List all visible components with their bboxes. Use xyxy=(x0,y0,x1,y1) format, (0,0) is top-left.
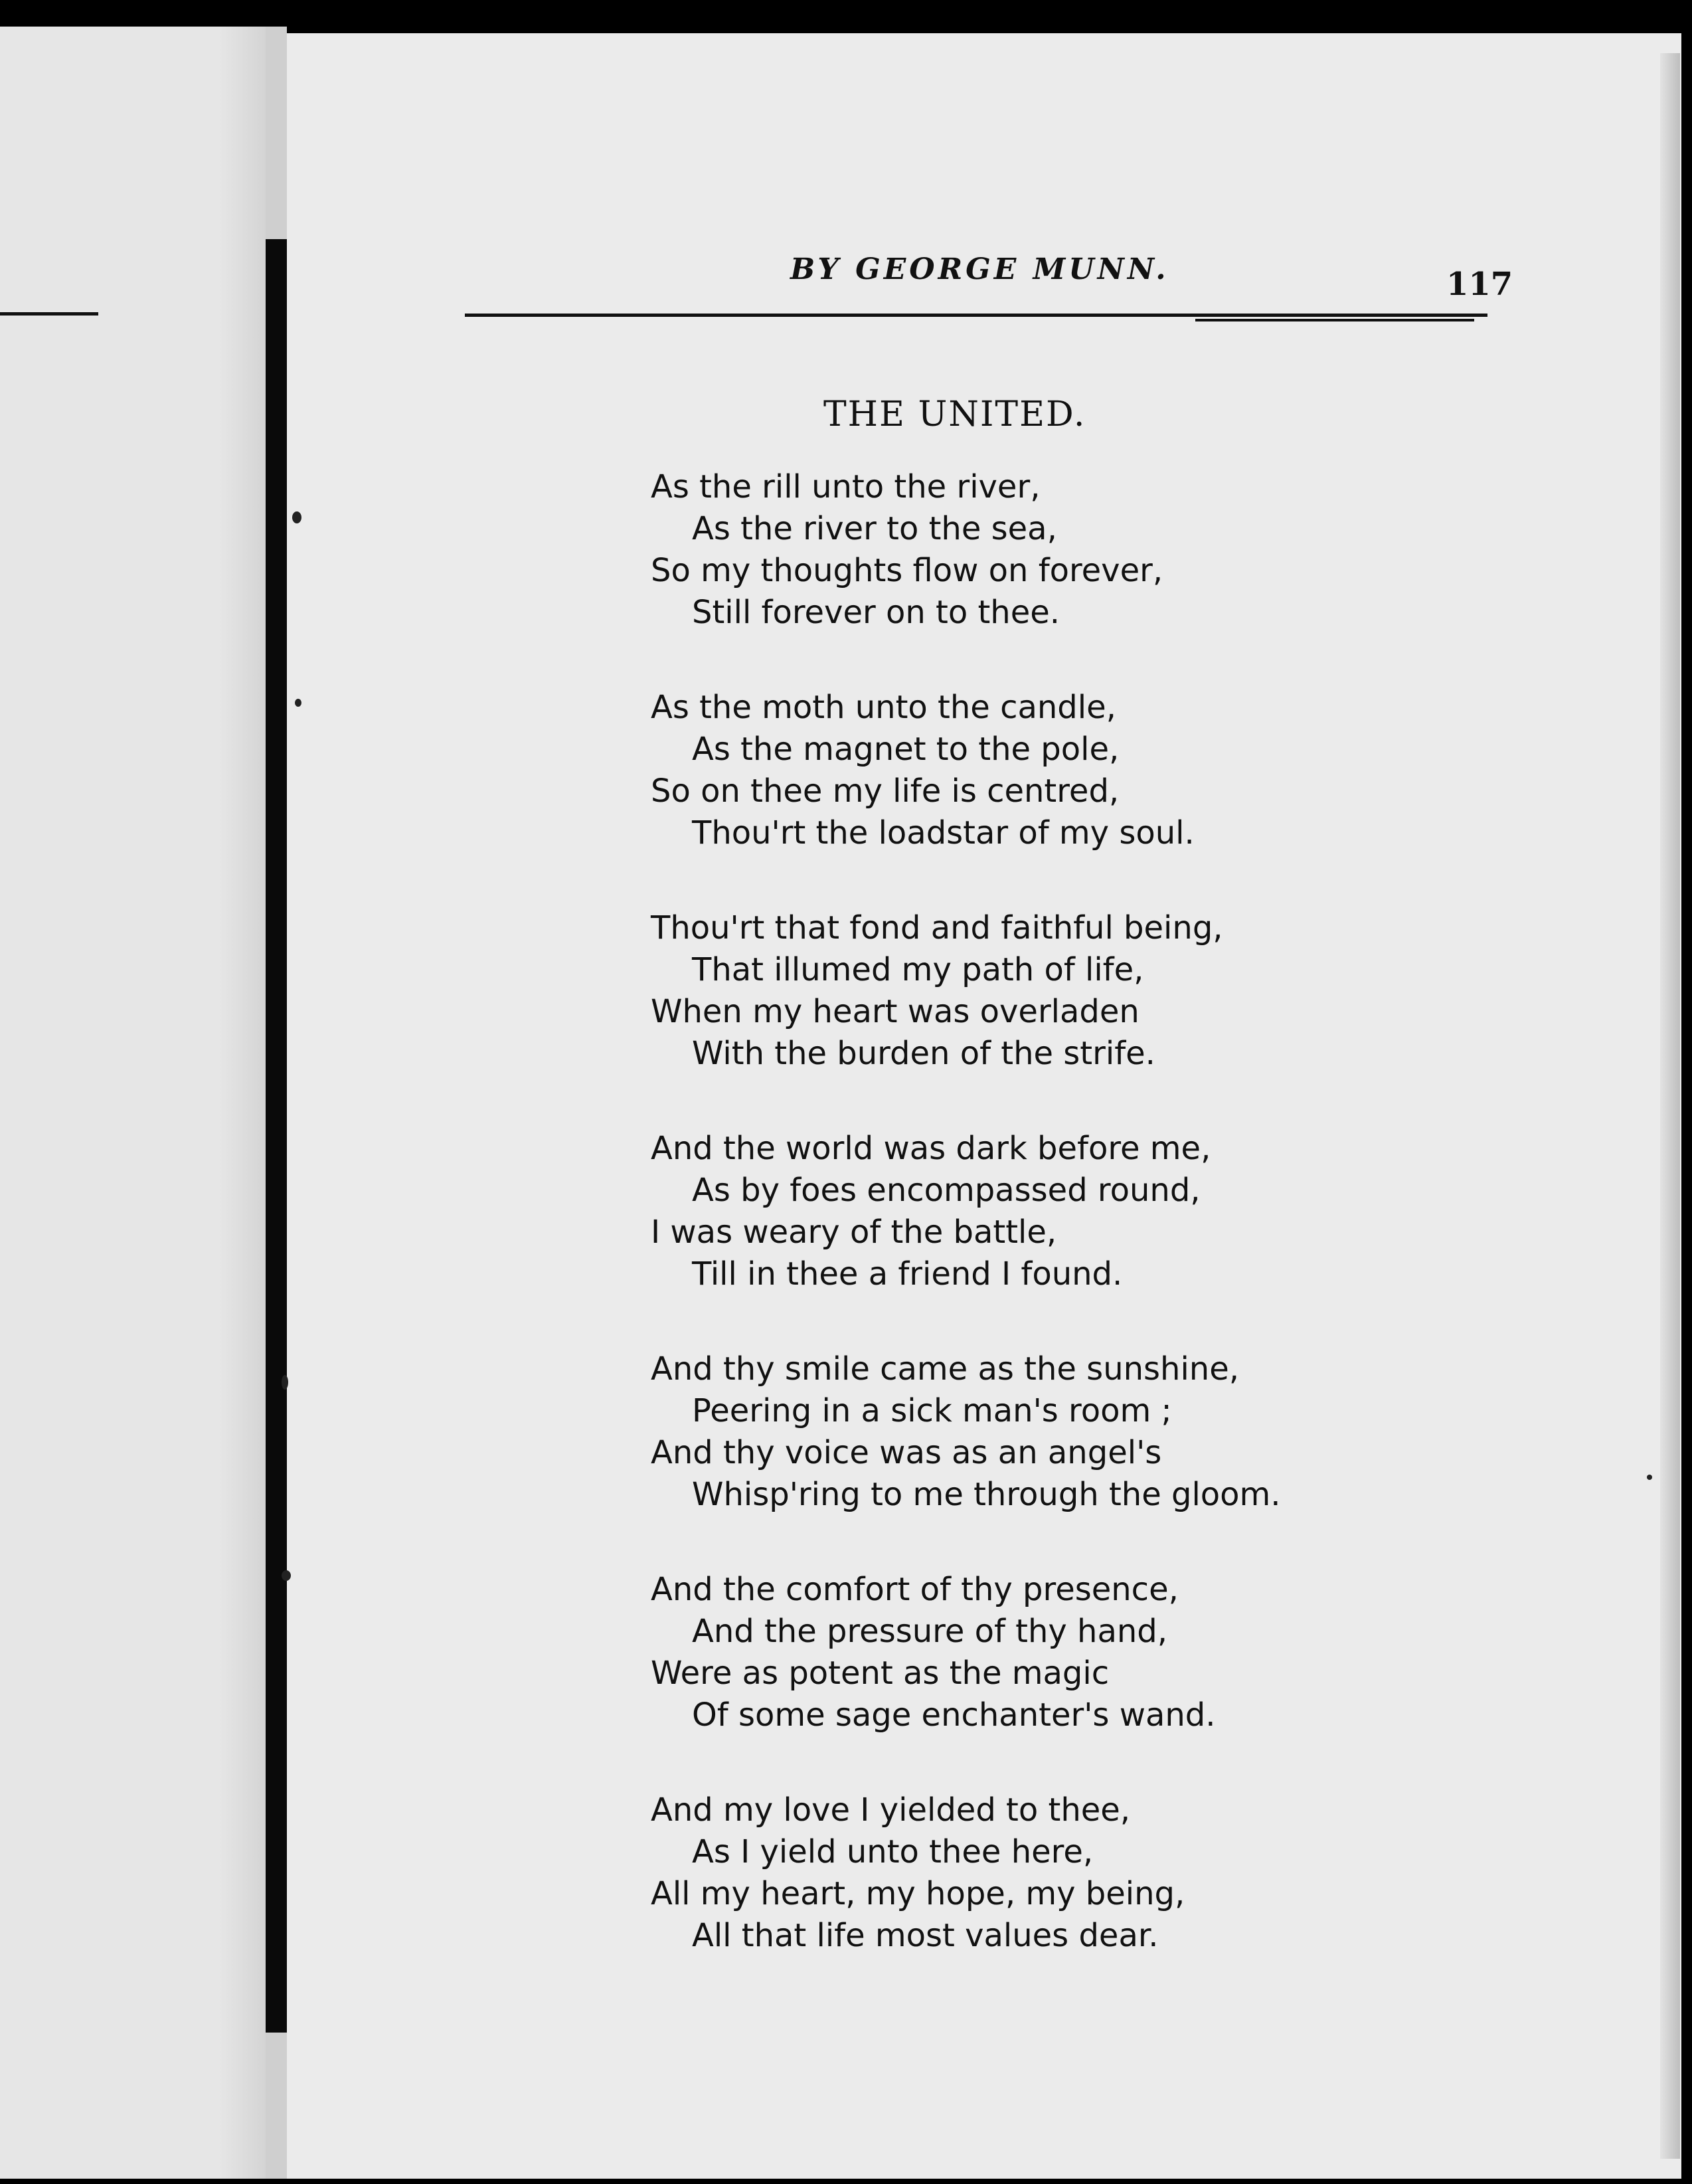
page-right-edge xyxy=(1660,53,1680,2159)
poem-line: So my thoughts flow on forever, xyxy=(651,552,1163,589)
page-number: 117 xyxy=(1446,266,1513,303)
stanza-4 xyxy=(651,1128,1281,1295)
poem-line: As the rill unto the river, xyxy=(651,468,1041,505)
poem-line: As I yield unto thee here, xyxy=(692,1833,1094,1870)
poem-line: Of some sage enchanter's wand. xyxy=(692,1696,1216,1734)
scan-speck xyxy=(282,1375,288,1390)
binding-strip xyxy=(266,239,287,2033)
scan-speck xyxy=(282,1570,291,1581)
running-head: BY GEORGE MUNN. xyxy=(790,252,1169,286)
poem-line: As the river to the sea, xyxy=(692,510,1057,547)
poem-line: As the moth unto the candle, xyxy=(651,689,1116,726)
poem-line: And thy smile came as the sunshine, xyxy=(651,1350,1240,1388)
poem-line: And the pressure of thy hand, xyxy=(692,1613,1168,1650)
poem-line: Whisp'ring to me through the gloom. xyxy=(692,1476,1281,1513)
poem-line: As the magnet to the pole, xyxy=(692,731,1120,768)
previous-page-edge xyxy=(219,27,266,2179)
poem-line: Thou'rt the loadstar of my soul. xyxy=(692,814,1195,852)
stanza-6 xyxy=(651,1569,1281,1736)
poem-line: All my heart, my hope, my being, xyxy=(651,1875,1185,1912)
header-rule-accent xyxy=(1195,319,1474,321)
poem-line: That illumed my path of life, xyxy=(692,951,1144,988)
poem-line: Thou'rt that fond and faithful being, xyxy=(651,909,1223,947)
poem-line: And the comfort of thy presence, xyxy=(651,1571,1179,1608)
poem-title: THE UNITED. xyxy=(823,395,1086,434)
poem-line: So on thee my life is centred, xyxy=(651,773,1120,810)
stanza-1 xyxy=(651,466,1281,634)
previous-page-rule xyxy=(0,312,98,316)
poem-line: Peering in a sick man's room ; xyxy=(692,1392,1172,1429)
poem-line: I was weary of the battle, xyxy=(651,1214,1057,1251)
header-rule xyxy=(465,314,1487,317)
poem-line: And my love I yielded to thee, xyxy=(651,1791,1131,1829)
stanza-7 xyxy=(651,1789,1281,1957)
poem-line: And thy voice was as an angel's xyxy=(651,1434,1162,1471)
stanza-3 xyxy=(651,907,1281,1075)
stanza-2 xyxy=(651,687,1281,854)
scan-speck xyxy=(292,511,301,523)
scan-speck xyxy=(1647,1475,1652,1480)
poem-line: Were as potent as the magic xyxy=(651,1655,1110,1692)
poem-line: When my heart was overladen xyxy=(651,993,1140,1030)
poem-line: Till in thee a friend I found. xyxy=(692,1255,1123,1293)
poem-line: Still forever on to thee. xyxy=(692,594,1060,631)
poem-body xyxy=(651,466,1281,2010)
poem-line: With the burden of the strife. xyxy=(692,1035,1155,1072)
stanza-5 xyxy=(651,1348,1281,1516)
poem-line: All that life most values dear. xyxy=(692,1917,1159,1954)
poem-line: And the world was dark before me, xyxy=(651,1130,1211,1167)
scan-speck xyxy=(295,699,301,707)
poem-line: As by foes encompassed round, xyxy=(692,1172,1201,1209)
